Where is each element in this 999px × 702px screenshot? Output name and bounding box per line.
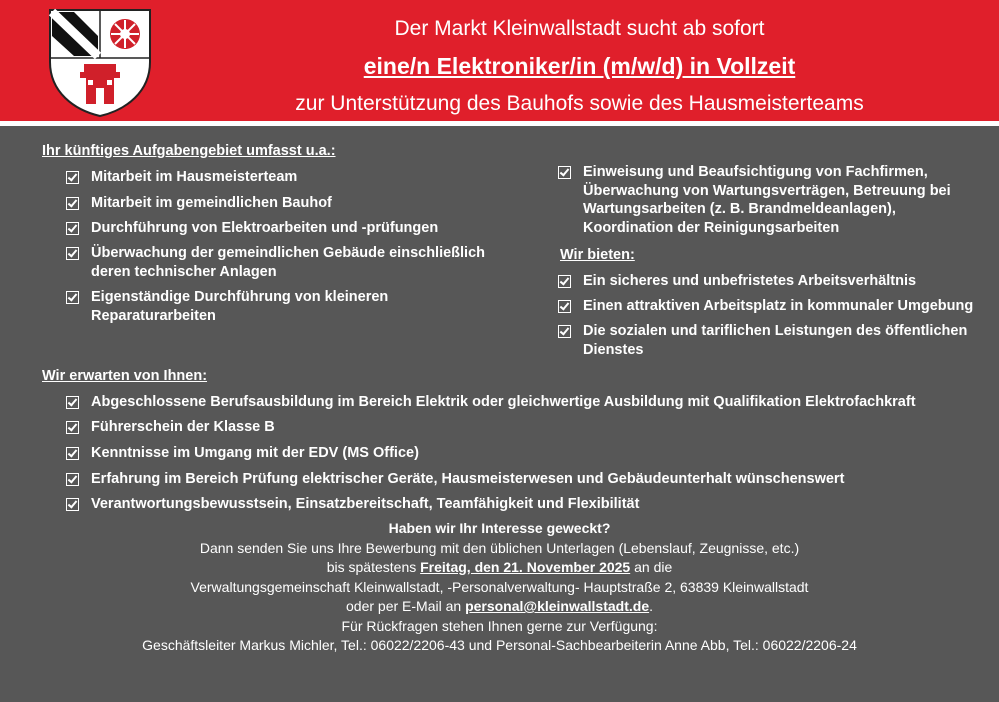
header-divider [0, 121, 999, 126]
checkbox-checked-icon [66, 222, 79, 235]
expect-item-label: Kenntnisse im Umgang mit der EDV (MS Office) [91, 445, 419, 461]
checkbox-checked-icon [66, 197, 79, 210]
contact-footer [0, 519, 999, 656]
checkbox-checked-icon [66, 247, 79, 260]
coat-of-arms-icon [44, 6, 156, 118]
expect-item-label: Verantwortungsbewusstsein, Einsatzbereitschaft, Teamfähigkeit und Flexibilität [91, 496, 640, 512]
offer-item-label: Die sozialen und tariflichen Leistungen des öffentlichen Dienstes [583, 323, 968, 358]
task-item [66, 194, 506, 213]
footer-contacts: Geschäftsleiter Markus Michler, Tel.: 06022/2206-43 und Personal-Sachbearbeiterin Anne Abb, Tel.: 06022/2206-24 [142, 637, 857, 653]
footer-line: Für Rückfragen stehen Ihnen gerne zur Verfügung: [341, 617, 658, 634]
expect-item [66, 393, 986, 412]
header-subtitle: zur Unterstützung des Bauhofs sowie des Hausmeisterteams [295, 92, 864, 115]
checkbox-checked-icon [558, 300, 571, 313]
task-item-label: Durchführung von Elektroarbeiten und -prüfungen [91, 220, 439, 236]
offer-heading: Wir bieten: [560, 247, 635, 263]
footer-question: Haben wir Ihr Interesse geweckt? [388, 520, 611, 536]
checkbox-checked-icon [66, 291, 79, 304]
expect-item [66, 495, 986, 514]
expect-item-label: Abgeschlossene Berufsausbildung im Bereich Elektrik oder gleichwertige Ausbildung mit Qualifikation Elektrofachkraft [91, 394, 916, 410]
expect-item [66, 470, 986, 489]
tasks-heading: Ihr künftiges Aufgabengebiet umfasst u.a.: [42, 143, 336, 159]
checkbox-checked-icon [558, 325, 571, 338]
footer-text: oder per E-Mail an [346, 598, 466, 614]
checkbox-checked-icon [66, 473, 79, 486]
task-item-label: Eigenständige Durchführung von kleineren Reparaturarbeiten [91, 289, 389, 324]
task-item-label: Überwachung der gemeindlichen Gebäude einschließlich deren technischer Anlagen [91, 245, 486, 280]
footer-text: bis spätestens [326, 559, 421, 575]
footer-address: Verwaltungsgemeinschaft Kleinwallstadt, -Personalverwaltung- Hauptstraße 2, 63839 Kleinwallstadt [190, 578, 809, 595]
expect-item-label: Erfahrung im Bereich Prüfung elektrischer Geräte, Hausmeisterwesen und Gebäudeunterhalt wünschenswert [91, 471, 845, 487]
job-title: eine/n Elektroniker/in (m/w/d) in Vollzeit [363, 53, 796, 79]
checkbox-checked-icon [66, 498, 79, 511]
offer-item [558, 272, 988, 291]
footer-deadline-line [0, 558, 999, 578]
footer-email-line [0, 597, 999, 617]
task-item [66, 168, 506, 187]
email-link[interactable]: personal@kleinwallstadt.de [465, 598, 650, 614]
footer-line: Dann senden Sie uns Ihre Bewerbung mit den üblichen Unterlagen (Lebenslauf, Zeugnisse, etc.) [199, 539, 800, 556]
checkbox-checked-icon [558, 275, 571, 288]
expect-item [66, 418, 986, 437]
offer-item-label: Einen attraktiven Arbeitsplatz in kommunaler Umgebung [583, 298, 974, 314]
checkbox-checked-icon [66, 171, 79, 184]
task-item-label: Einweisung und Beaufsichtigung von Fachfirmen, Überwachung von Wartungsverträgen, Betreuung bei Wartungsarbeiten (z. B. Brandmeldeanlagen), Koordination der Reinigungsarbeiten [583, 164, 951, 236]
footer-text: an die [630, 559, 673, 575]
task-item [66, 219, 506, 238]
expect-item-label: Führerschein der Klasse B [91, 419, 275, 435]
offer-item-label: Ein sicheres und unbefristetes Arbeitsverhältnis [583, 273, 917, 289]
checkbox-checked-icon [66, 396, 79, 409]
header-intro: Der Markt Kleinwallstadt sucht ab sofort [394, 17, 765, 40]
task-item-label: Mitarbeit im Hausmeisterteam [91, 169, 298, 185]
deadline-date: Freitag, den 21. November 2025 [420, 559, 631, 575]
checkbox-checked-icon [66, 447, 79, 460]
task-item [558, 163, 978, 237]
task-item-label: Mitarbeit im gemeindlichen Bauhof [91, 195, 332, 211]
checkbox-checked-icon [66, 421, 79, 434]
offer-item [558, 322, 978, 359]
task-item [66, 244, 506, 281]
task-item [66, 288, 416, 325]
expect-item [66, 444, 986, 463]
footer-text: . [649, 598, 653, 614]
expect-heading: Wir erwarten von Ihnen: [42, 368, 208, 384]
offer-item [558, 297, 988, 316]
checkbox-checked-icon [558, 166, 571, 179]
